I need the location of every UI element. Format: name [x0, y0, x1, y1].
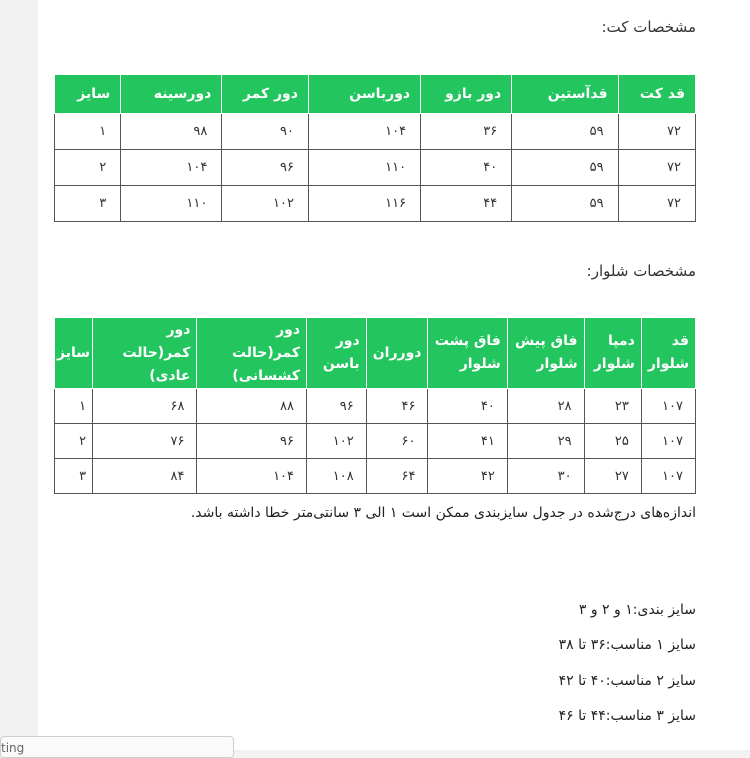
coat-header-row — [55, 75, 696, 114]
table-cell: ۱۰۲ — [307, 424, 367, 459]
table-row — [55, 389, 696, 424]
table-row — [55, 459, 696, 494]
pants-col-waist-stretch: دور کمر(حالت کشسانی) — [197, 318, 307, 389]
table-cell: ۱۰۴ — [121, 150, 222, 186]
table-cell: ۴۱ — [428, 424, 507, 459]
table-cell: ۶۸ — [93, 389, 197, 424]
table-cell: ۱۰۷ — [641, 389, 695, 424]
table-cell: ۲ — [55, 150, 121, 186]
table-cell: ۱۱۰ — [121, 186, 222, 222]
coat-col-waist: دور کمر — [222, 75, 309, 114]
pants-col-front-rise: فاق پیش شلوار — [507, 318, 584, 389]
table-cell: ۹۶ — [197, 424, 307, 459]
table-cell: ۷۲ — [618, 150, 695, 186]
table-cell: ۳۶ — [421, 114, 512, 150]
pants-col-back-rise: فاق پشت شلوار — [428, 318, 507, 389]
table-cell: ۱۰۴ — [197, 459, 307, 494]
pants-col-waist-normal: دور کمر(حالت عادی) — [93, 318, 197, 389]
coat-col-sleeve: قدآستین — [512, 75, 618, 114]
coat-heading: مشخصات کت: — [601, 18, 696, 36]
pants-size-table — [54, 317, 696, 494]
table-cell: ۳ — [55, 186, 121, 222]
table-cell: ۳۰ — [507, 459, 584, 494]
coat-size-table — [54, 74, 696, 222]
table-cell: ۷۲ — [618, 186, 695, 222]
page — [38, 0, 750, 750]
table-cell: ۴۴ — [421, 186, 512, 222]
table-cell: ۱۰۴ — [308, 114, 420, 150]
table-row — [55, 114, 696, 150]
coat-col-length: قد کت — [618, 75, 695, 114]
table-cell: ۱۱۰ — [308, 150, 420, 186]
table-cell: ۶۴ — [366, 459, 428, 494]
table-cell: ۵۹ — [512, 150, 618, 186]
table-cell: ۸۴ — [93, 459, 197, 494]
size-1-fit: سایز ۱ مناسب:۳۶ تا ۳۸ — [558, 637, 696, 653]
table-cell: ۷۶ — [93, 424, 197, 459]
size-list-line: سایز بندی:۱ و ۲ و ۳ — [578, 602, 696, 618]
table-cell: ۱۱۶ — [308, 186, 420, 222]
table-cell: ۷۲ — [618, 114, 695, 150]
table-cell: ۱ — [55, 114, 121, 150]
table-cell: ۴۰ — [421, 150, 512, 186]
table-cell: ۲۵ — [584, 424, 641, 459]
size-2-fit: سایز ۲ مناسب:۴۰ تا ۴۲ — [558, 673, 696, 689]
table-row — [55, 424, 696, 459]
bottom-box-text: ting — [1, 741, 25, 755]
table-cell: ۹۰ — [222, 114, 309, 150]
pants-col-length: قد شلوار — [641, 318, 695, 389]
coat-col-size: سایز — [55, 75, 121, 114]
table-cell: ۱۰۲ — [222, 186, 309, 222]
table-cell: ۱ — [55, 389, 93, 424]
table-cell: ۹۶ — [222, 150, 309, 186]
pants-col-thigh: دورران — [366, 318, 428, 389]
table-cell: ۶۰ — [366, 424, 428, 459]
coat-col-arm: دور بازو — [421, 75, 512, 114]
pants-col-hem: دمپا شلوار — [584, 318, 641, 389]
table-cell: ۲۹ — [507, 424, 584, 459]
table-cell: ۲ — [55, 424, 93, 459]
table-cell: ۸۸ — [197, 389, 307, 424]
coat-col-chest: دورسینه — [121, 75, 222, 114]
pants-heading: مشخصات شلوار: — [586, 262, 696, 280]
table-cell: ۴۲ — [428, 459, 507, 494]
table-cell: ۱۰۷ — [641, 459, 695, 494]
table-cell: ۲۳ — [584, 389, 641, 424]
table-cell: ۵۹ — [512, 186, 618, 222]
coat-col-hip: دورباسن — [308, 75, 420, 114]
table-row — [55, 186, 696, 222]
table-cell: ۳ — [55, 459, 93, 494]
size-3-fit: سایز ۳ مناسب:۴۴ تا ۴۶ — [558, 708, 696, 724]
table-cell: ۲۷ — [584, 459, 641, 494]
table-cell: ۱۰۸ — [307, 459, 367, 494]
table-cell: ۹۸ — [121, 114, 222, 150]
pants-col-size: سایز — [55, 318, 93, 389]
table-cell: ۹۶ — [307, 389, 367, 424]
pants-col-hip: دور باسن — [307, 318, 367, 389]
size-tolerance-note: اندازه‌های درج‌شده در جدول سایزبندی ممکن است ۱ الی ۳ سانتی‌متر خطا داشته باشد. — [190, 505, 696, 521]
table-cell: ۱۰۷ — [641, 424, 695, 459]
table-cell: ۵۹ — [512, 114, 618, 150]
pants-header-row — [55, 318, 696, 389]
table-cell: ۴۰ — [428, 389, 507, 424]
table-row — [55, 150, 696, 186]
bottom-cutoff-box[interactable] — [0, 736, 234, 758]
table-cell: ۲۸ — [507, 389, 584, 424]
table-cell: ۴۶ — [366, 389, 428, 424]
